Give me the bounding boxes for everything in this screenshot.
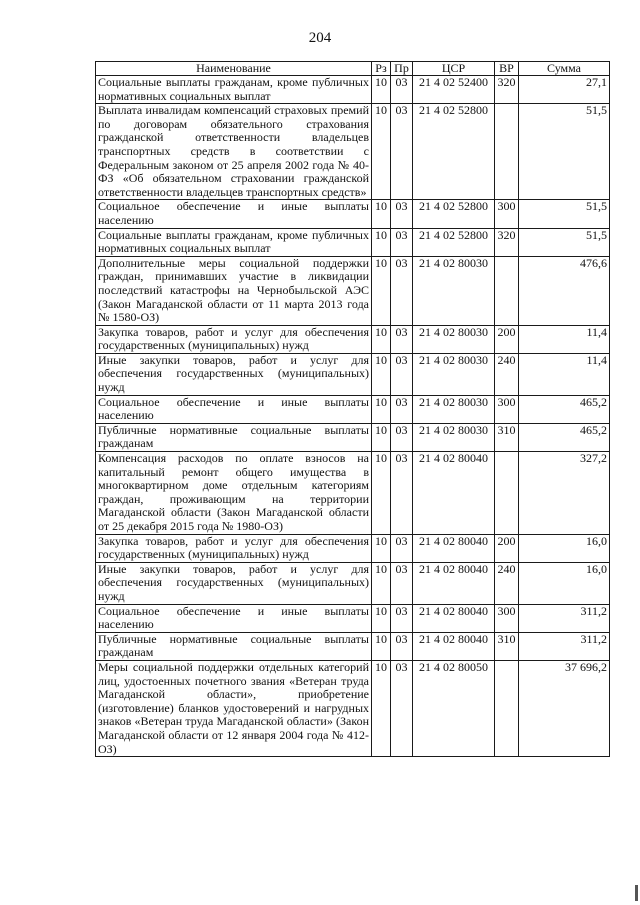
header-sum: Сумма (519, 62, 610, 76)
table-row (96, 395, 610, 423)
row-sum: 327,2 (519, 452, 610, 535)
row-vr: 320 (495, 228, 519, 256)
row-name: Выплата инвалидам компенсаций страховых премий по договорам обязательного страхования гражданской ответственности владельцев транспортных средств в соответствии с Федеральным законом от 25 апреля 2002 года № 40-ФЗ «Об обязательном страховании гражданской ответственности владельцев транспортных средств» (96, 104, 372, 200)
row-name: Публичные нормативные социальные выплаты гражданам (96, 632, 372, 660)
row-sum: 11,4 (519, 325, 610, 353)
row-pr: 03 (391, 104, 413, 200)
row-csr: 21 4 02 80030 (413, 395, 495, 423)
table-row (96, 632, 610, 660)
row-vr (495, 104, 519, 200)
row-sum: 51,5 (519, 228, 610, 256)
table-row (96, 325, 610, 353)
row-rz: 10 (372, 562, 391, 604)
header-rz: Рз (372, 62, 391, 76)
row-vr: 240 (495, 353, 519, 395)
row-vr: 240 (495, 562, 519, 604)
row-sum: 11,4 (519, 353, 610, 395)
row-name: Социальное обеспечение и иные выплаты населению (96, 604, 372, 632)
table-row (96, 562, 610, 604)
row-rz: 10 (372, 200, 391, 228)
row-sum: 27,1 (519, 76, 610, 104)
row-sum: 465,2 (519, 423, 610, 451)
row-name: Публичные нормативные социальные выплаты гражданам (96, 423, 372, 451)
table-row (96, 353, 610, 395)
row-pr: 03 (391, 452, 413, 535)
row-csr: 21 4 02 80040 (413, 632, 495, 660)
row-pr: 03 (391, 395, 413, 423)
row-pr: 03 (391, 562, 413, 604)
row-pr: 03 (391, 604, 413, 632)
row-csr: 21 4 02 80030 (413, 325, 495, 353)
table-row (96, 256, 610, 325)
row-csr: 21 4 02 80040 (413, 534, 495, 562)
row-vr (495, 452, 519, 535)
table-row (96, 104, 610, 200)
row-sum: 476,6 (519, 256, 610, 325)
row-rz: 10 (372, 660, 391, 756)
row-pr: 03 (391, 228, 413, 256)
row-sum: 465,2 (519, 395, 610, 423)
row-csr: 21 4 02 80040 (413, 604, 495, 632)
row-name: Социальные выплаты гражданам, кроме публичных нормативных социальных выплат (96, 76, 372, 104)
row-name: Социальные выплаты гражданам, кроме публичных нормативных социальных выплат (96, 228, 372, 256)
header-csr: ЦСР (413, 62, 495, 76)
row-name: Иные закупки товаров, работ и услуг для обеспечения государственных (муниципальных) нужд (96, 353, 372, 395)
table-row (96, 660, 610, 756)
row-name: Социальное обеспечение и иные выплаты населению (96, 395, 372, 423)
scan-edge-mark (635, 885, 638, 901)
table-header-row (96, 62, 610, 76)
row-csr: 21 4 02 52800 (413, 228, 495, 256)
row-rz: 10 (372, 228, 391, 256)
budget-table (95, 61, 610, 757)
row-rz: 10 (372, 604, 391, 632)
row-name: Компенсация расходов по оплате взносов на капитальный ремонт общего имущества в многоквартирном доме отдельным категориям граждан, проживающим на территории Магаданской области (Закон Магаданской области от 25 декабря 2015 года № 1980-ОЗ) (96, 452, 372, 535)
row-csr: 21 4 02 80030 (413, 423, 495, 451)
row-csr: 21 4 02 80050 (413, 660, 495, 756)
row-vr: 310 (495, 632, 519, 660)
row-name: Закупка товаров, работ и услуг для обеспечения государственных (муниципальных) нужд (96, 534, 372, 562)
table-row (96, 604, 610, 632)
row-rz: 10 (372, 534, 391, 562)
row-csr: 21 4 02 80030 (413, 353, 495, 395)
row-rz: 10 (372, 353, 391, 395)
header-vr: ВР (495, 62, 519, 76)
row-rz: 10 (372, 423, 391, 451)
row-sum: 16,0 (519, 562, 610, 604)
row-sum: 311,2 (519, 632, 610, 660)
row-rz: 10 (372, 104, 391, 200)
row-csr: 21 4 02 80040 (413, 562, 495, 604)
row-name: Иные закупки товаров, работ и услуг для обеспечения государственных (муниципальных) нужд (96, 562, 372, 604)
row-name: Дополнительные меры социальной поддержки граждан, принимавших участие в ликвидации последствий катастрофы на Чернобыльской АЭС (Закон Магаданской области от 11 марта 2013 года № 1580-ОЗ) (96, 256, 372, 325)
row-rz: 10 (372, 325, 391, 353)
row-pr: 03 (391, 534, 413, 562)
row-vr (495, 660, 519, 756)
row-vr: 300 (495, 604, 519, 632)
row-sum: 51,5 (519, 104, 610, 200)
row-name: Социальное обеспечение и иные выплаты населению (96, 200, 372, 228)
header-name: Наименование (96, 62, 372, 76)
table-row (96, 534, 610, 562)
row-name: Закупка товаров, работ и услуг для обеспечения государственных (муниципальных) нужд (96, 325, 372, 353)
row-sum: 37 696,2 (519, 660, 610, 756)
table-row (96, 452, 610, 535)
row-pr: 03 (391, 325, 413, 353)
row-sum: 51,5 (519, 200, 610, 228)
row-rz: 10 (372, 632, 391, 660)
page-number: 204 (308, 30, 332, 46)
row-pr: 03 (391, 632, 413, 660)
table-row (96, 228, 610, 256)
row-pr: 03 (391, 423, 413, 451)
row-vr: 200 (495, 534, 519, 562)
row-csr: 21 4 02 52800 (413, 104, 495, 200)
row-rz: 10 (372, 256, 391, 325)
row-csr: 21 4 02 52400 (413, 76, 495, 104)
row-vr: 320 (495, 76, 519, 104)
row-pr: 03 (391, 353, 413, 395)
row-vr: 300 (495, 395, 519, 423)
row-rz: 10 (372, 395, 391, 423)
row-csr: 21 4 02 80030 (413, 256, 495, 325)
row-pr: 03 (391, 256, 413, 325)
table-row (96, 423, 610, 451)
row-pr: 03 (391, 76, 413, 104)
row-csr: 21 4 02 80040 (413, 452, 495, 535)
row-pr: 03 (391, 200, 413, 228)
table-row (96, 200, 610, 228)
row-rz: 10 (372, 452, 391, 535)
row-pr: 03 (391, 660, 413, 756)
row-vr: 300 (495, 200, 519, 228)
row-sum: 311,2 (519, 604, 610, 632)
row-sum: 16,0 (519, 534, 610, 562)
row-rz: 10 (372, 76, 391, 104)
row-vr: 310 (495, 423, 519, 451)
table-row (96, 76, 610, 104)
row-vr (495, 256, 519, 325)
row-vr: 200 (495, 325, 519, 353)
row-csr: 21 4 02 52800 (413, 200, 495, 228)
header-pr: Пр (391, 62, 413, 76)
row-name: Меры социальной поддержки отдельных категорий лиц, удостоенных почетного звания «Ветеран труда Магаданской области», приобретение (изготовление) бланков удостоверений и нагрудных знаков «Ветеран труда Магаданской области» (Закон Магаданской области от 12 января 2004 года № 412-ОЗ) (96, 660, 372, 756)
